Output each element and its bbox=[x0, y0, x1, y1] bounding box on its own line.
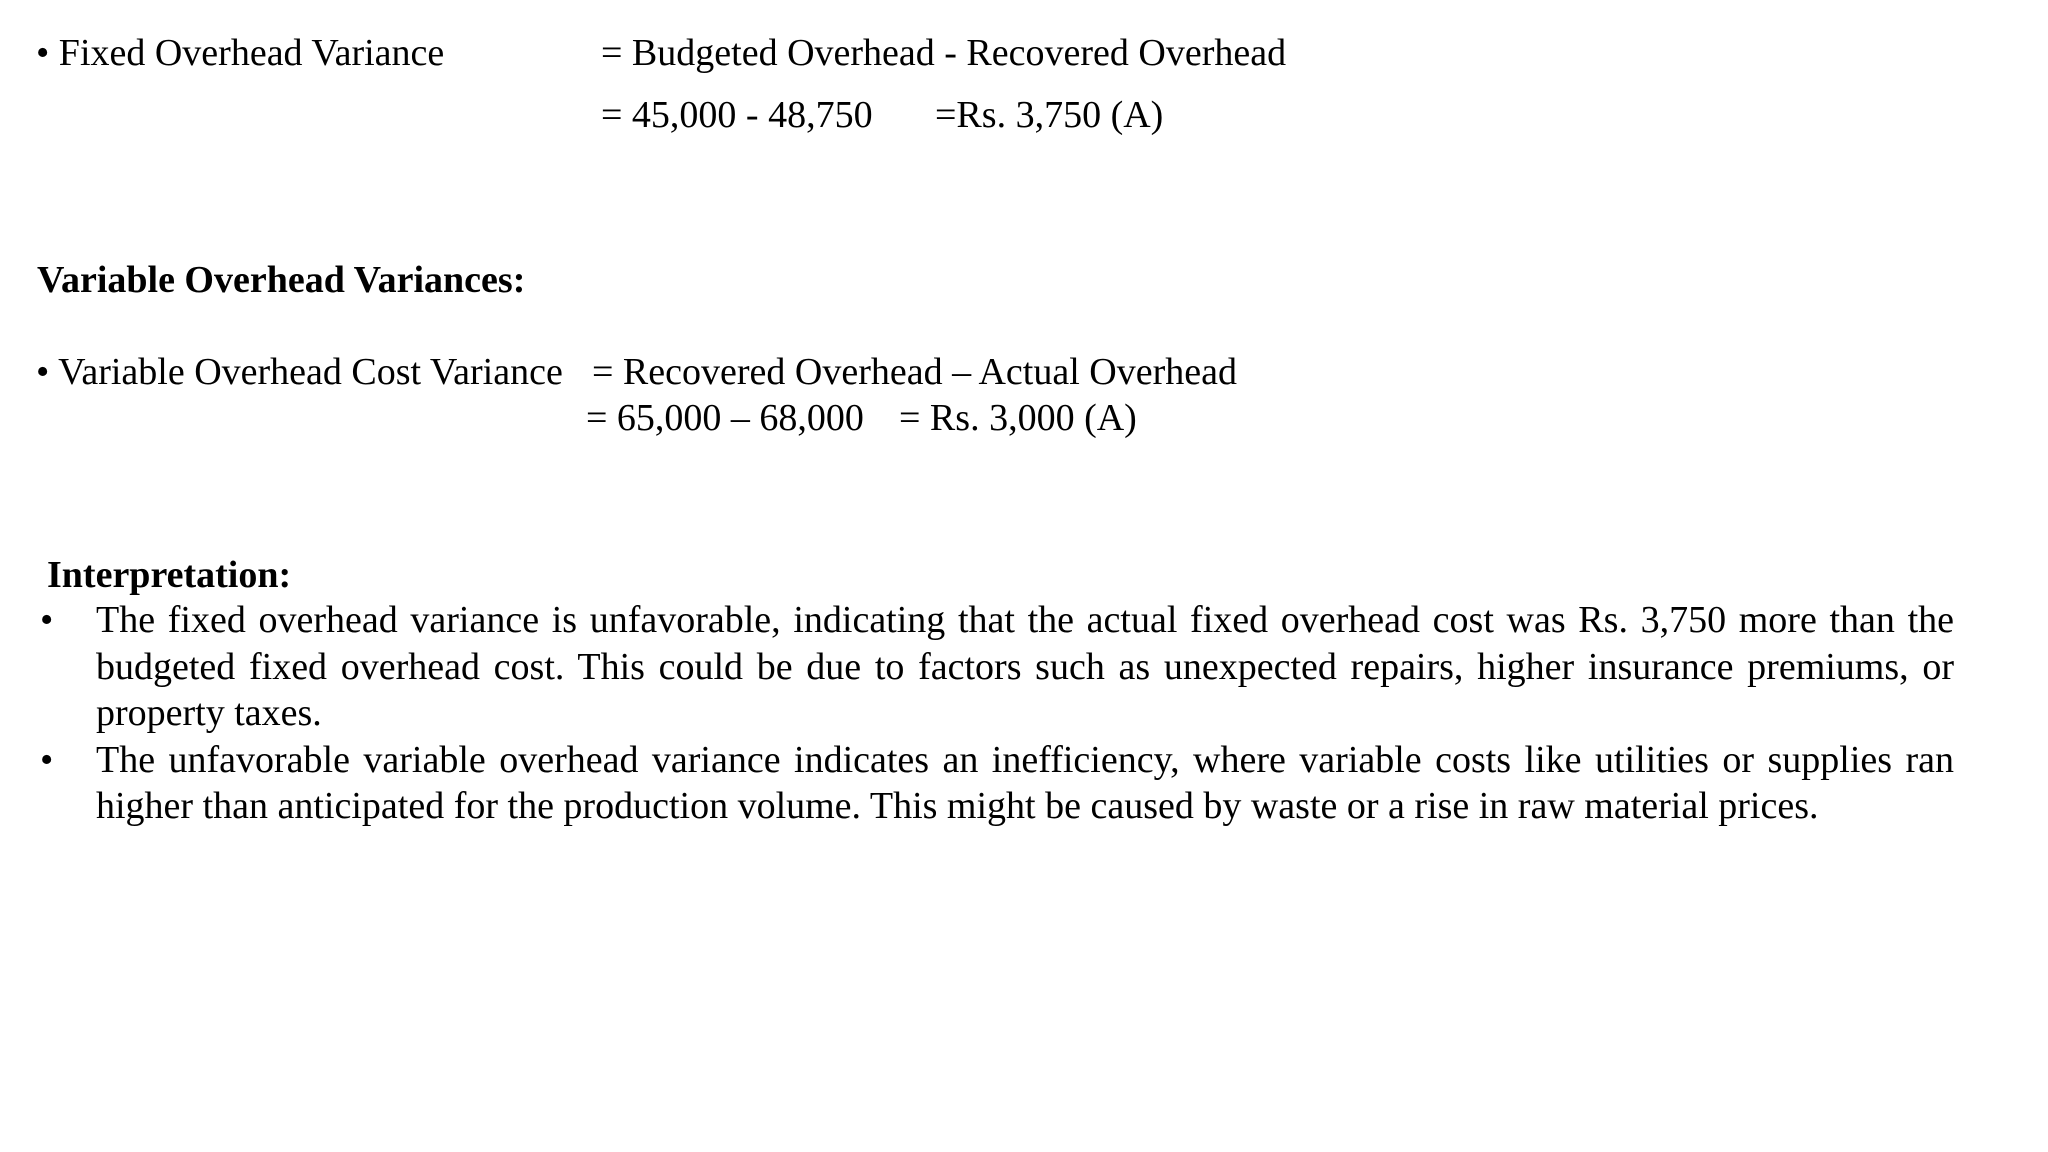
bullet-icon: • bbox=[40, 738, 54, 781]
interpretation-text-variable: The unfavorable variable overhead variance indicates an inefficiency, where variable costs like utilities or supplies ran higher than anticipated for the production volume. This might be caused by waste or a rise in raw material prices. bbox=[96, 738, 1954, 827]
interpretation-text-fixed: The fixed overhead variance is unfavorable, indicating that the actual fixed overhead cost was Rs. 3,750 more than the budgeted fixed overhead cost. This could be due to factors such as unexpected repairs, higher insurance premiums, or property taxes. bbox=[96, 599, 1954, 734]
interpretation-list bbox=[40, 597, 1954, 830]
variable-overhead-formula: = Recovered Overhead – Actual Overhead bbox=[592, 351, 1237, 393]
bullet-icon: • bbox=[40, 599, 54, 641]
variable-overhead-cost-variance-label: • Variable Overhead Cost Variance bbox=[36, 351, 563, 393]
fixed-overhead-formula: = Budgeted Overhead - Recovered Overhead bbox=[601, 32, 1287, 74]
interpretation-item-variable bbox=[40, 737, 1954, 830]
interpretation-heading: Interpretation: bbox=[47, 554, 292, 596]
variable-overhead-calculation: = 65,000 – 68,000 bbox=[586, 397, 864, 439]
variable-overhead-result: = Rs. 3,000 (A) bbox=[899, 397, 1137, 439]
fixed-overhead-result: =Rs. 3,750 (A) bbox=[935, 94, 1164, 136]
interpretation-item-fixed bbox=[40, 597, 1954, 737]
fixed-overhead-calculation: = 45,000 - 48,750 bbox=[601, 94, 873, 136]
variable-overhead-heading: Variable Overhead Variances: bbox=[37, 259, 526, 301]
fixed-overhead-variance-label: • Fixed Overhead Variance bbox=[36, 32, 445, 74]
